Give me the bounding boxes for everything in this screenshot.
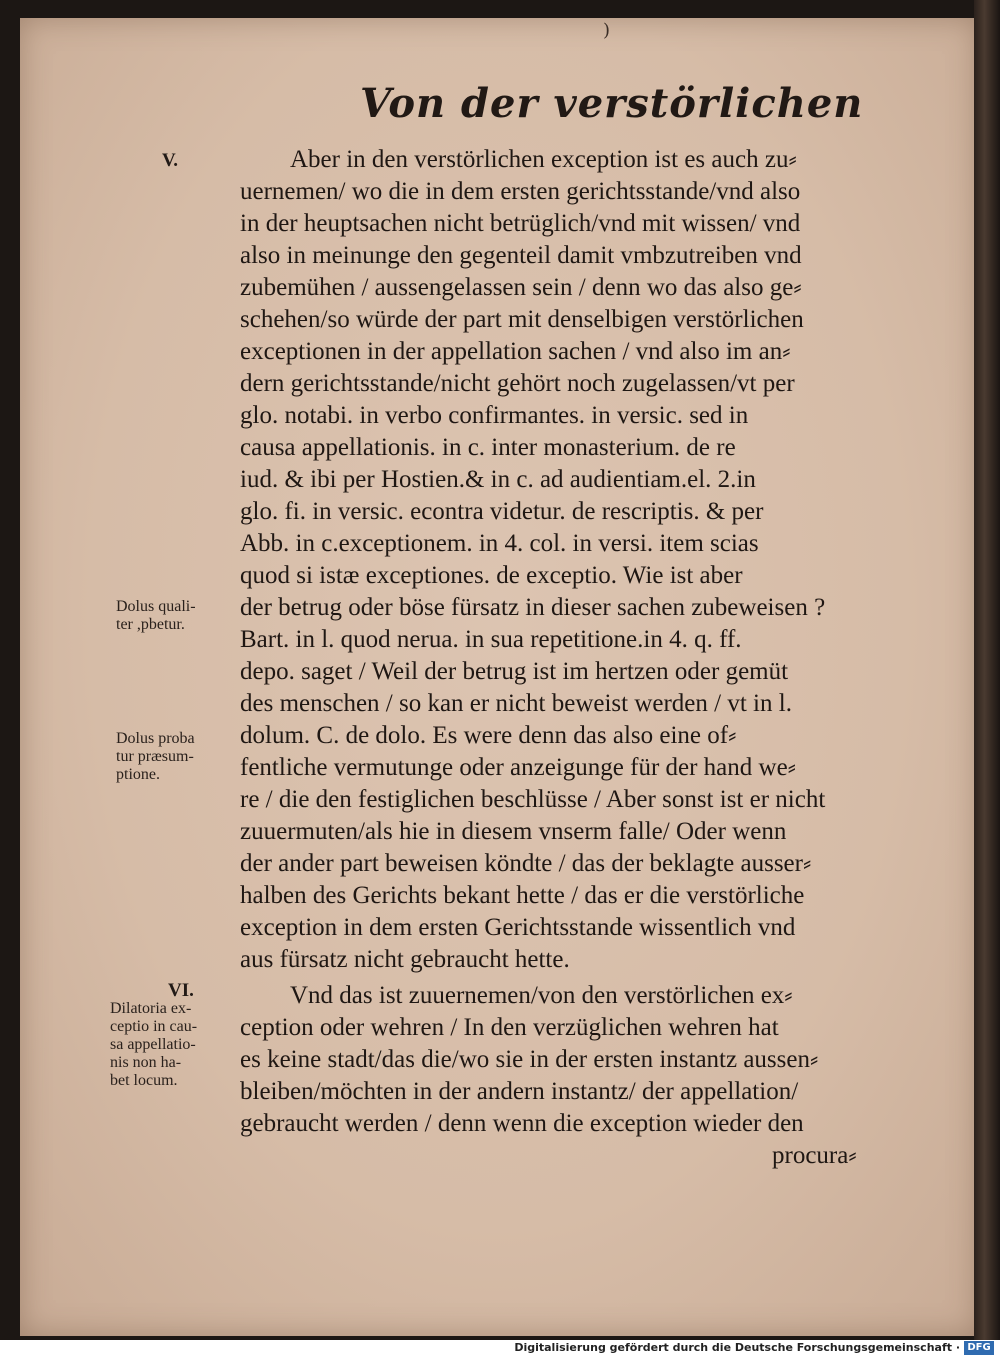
body-line: gebraucht werden / denn wenn die exception wieder den	[240, 1110, 804, 1137]
margin-note-dilatoria: Dilatoria ex- ceptio in cau- sa appellatio- nis non ha- bet locum.	[110, 1000, 198, 1089]
body-line: zuuermuten/als hie in diesem vnserm falle/ Oder wenn	[240, 818, 787, 845]
dfg-logo[interactable]: DFG	[964, 1341, 994, 1355]
body-line: Abb. in c.exceptionem. in 4. col. in versi. item scias	[240, 530, 759, 557]
body-line: in der heuptsachen nicht betrüglich/vnd mit wissen/ vnd	[240, 210, 801, 237]
body-line: fentliche vermutunge oder anzeigunge für der hand we⸗	[240, 754, 797, 781]
body-line: aus fürsatz nicht gebraucht hette.	[240, 946, 570, 973]
body-line: halben des Gerichts bekant hette / das er die verstörliche	[240, 882, 805, 909]
body-line: Bart. in l. quod nerua. in sua repetitione.in 4. q. ff.	[240, 626, 742, 653]
book-edge	[974, 0, 1000, 1340]
margin-note-dolus-probatur: Dolus proba tur præsum- ptione.	[116, 730, 195, 783]
body-line: Aber in den verstörlichen exception ist es auch zu⸗	[290, 146, 797, 173]
body-line: uernemen/ wo die in dem ersten gerichtsstande/vnd also	[240, 178, 801, 205]
body-line: der ander part beweisen köndte / das der beklagte ausser⸗	[240, 850, 812, 877]
body-line: bleiben/möchten in der andern instantz/ der appellation/	[240, 1078, 799, 1105]
body-line: re / die den festiglichen beschlüsse / Aber sonst ist er nicht	[240, 786, 826, 813]
body-line: glo. notabi. in verbo confirmantes. in versic. sed in	[240, 402, 749, 429]
body-line: des menschen / so kan er nicht beweist werden / vt in l.	[240, 690, 792, 717]
body-line: dern gerichtsstande/nicht gehört noch zugelassen/vt per	[240, 370, 795, 397]
body-line: Vnd das ist zuuernemen/von den verstörlichen ex⸗	[290, 982, 793, 1009]
body-line: iud. & ibi per Hostien.& in c. ad audientiam.el. 2.in	[240, 466, 756, 493]
body-line: causa appellationis. in c. inter monasterium. de re	[240, 434, 736, 461]
body-line: zubemühen / aussengelassen sein / denn wo das also ge⸗	[240, 274, 802, 301]
body-line: quod si istæ exceptiones. de exceptio. Wie ist aber	[240, 562, 743, 589]
catchword: procura⸗	[772, 1142, 857, 1169]
body-line: exception in dem ersten Gerichtsstande wissentlich vnd	[240, 914, 796, 941]
body-line: schehen/so würde der part mit denselbigen verstörlichen	[240, 306, 804, 333]
body-line: glo. fi. in versic. econtra videtur. de rescriptis. & per	[240, 498, 764, 525]
body-line: der betrug oder böse fürsatz in dieser sachen zubeweisen ?	[240, 594, 826, 621]
body-line: exceptionen in der appellation sachen / vnd also im an⸗	[240, 338, 791, 365]
margin-numeral-vi: VI.	[168, 980, 194, 1001]
page-mark: )	[603, 20, 611, 41]
margin-note-dolus-qualiter: Dolus quali- ter ,pbetur.	[116, 598, 196, 633]
footer-credit: Digitalisierung gefördert durch die Deutsche Forschungsgemeinschaft ·	[514, 1341, 960, 1354]
margin-numeral-v: V.	[162, 150, 179, 171]
body-line: es keine stadt/das die/wo sie in der ersten instantz aussen⸗	[240, 1046, 819, 1073]
body-line: also in meinunge den gegenteil damit vmbzutreiben vnd	[240, 242, 802, 269]
body-line: depo. saget / Weil der betrug ist im hertzen oder gemüt	[240, 658, 789, 685]
body-line: ception oder wehren / In den verzüglichen wehren hat	[240, 1014, 779, 1041]
running-head: Von der verstörlichen	[360, 80, 864, 127]
body-line: dolum. C. de dolo. Es were denn das also eine of⸗	[240, 722, 737, 749]
